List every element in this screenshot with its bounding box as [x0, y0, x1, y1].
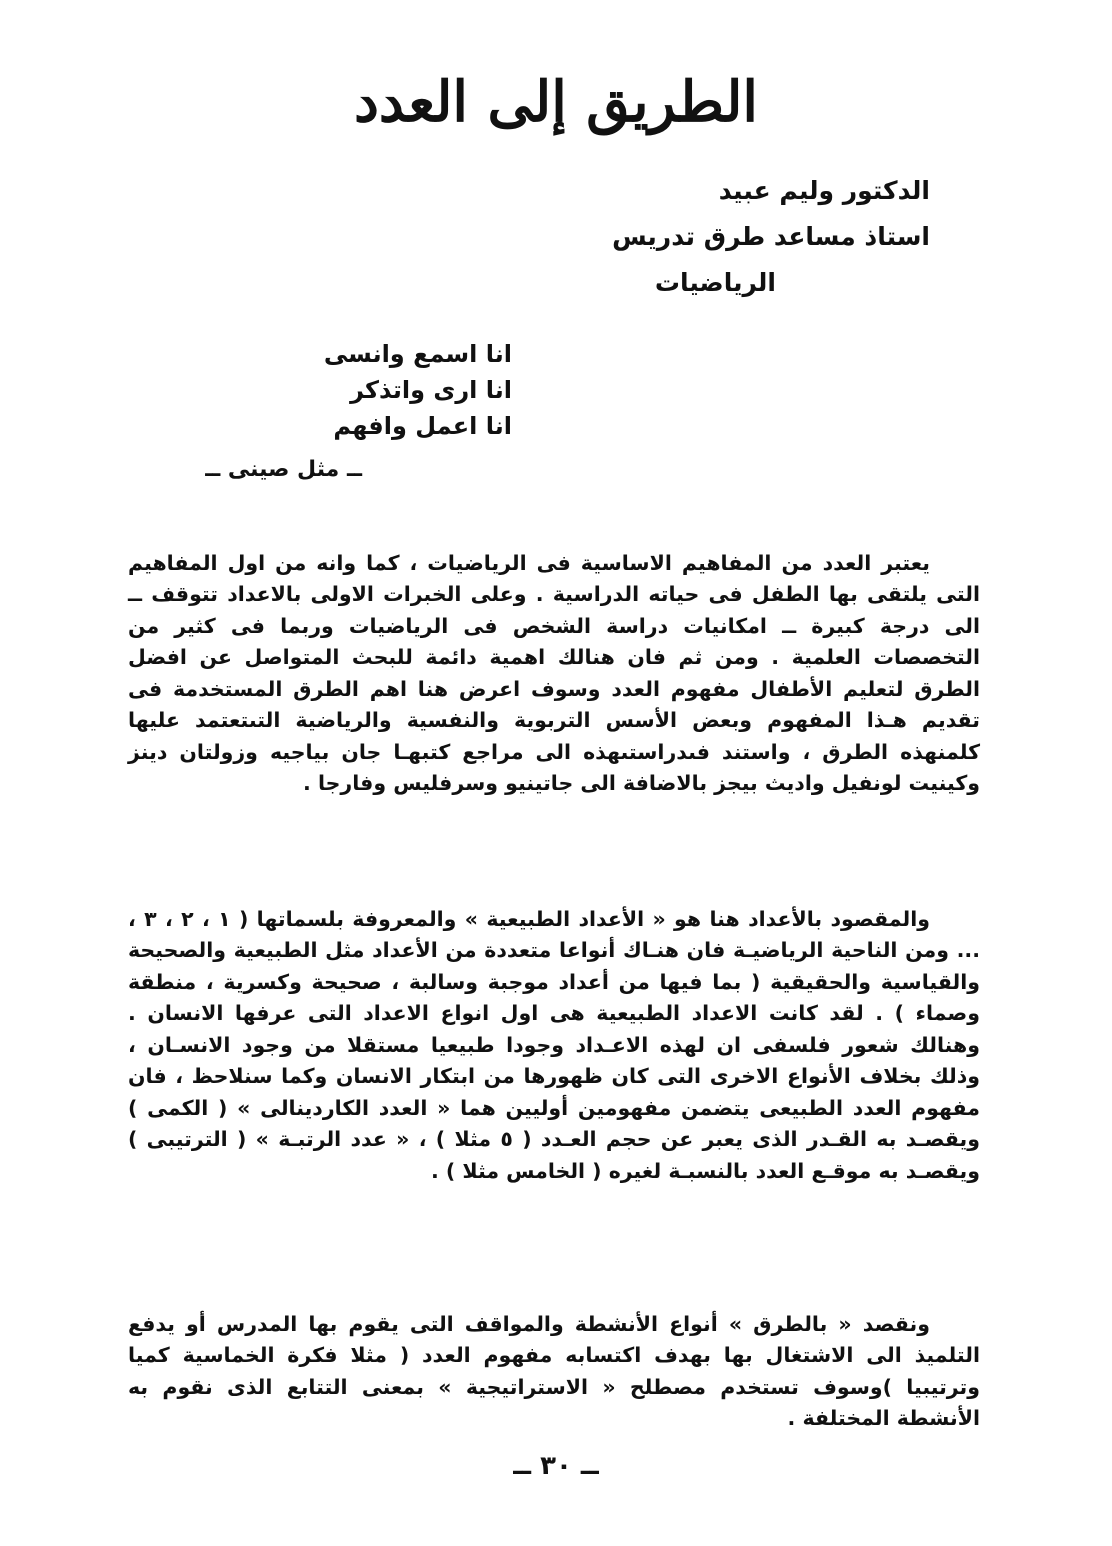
epigraph-line: انا اعمل وافهم	[333, 412, 512, 440]
author-name: الدكتور وليم عبيد	[718, 176, 930, 205]
article-title: الطريق إلى العدد	[353, 69, 758, 135]
epigraph-attribution: ــ مثل صينى ــ	[205, 457, 362, 482]
author-role-line-2: الرياضيات	[654, 268, 776, 297]
body-paragraph: ونقصد « بالطرق » أنواع الأنشطة والمواقف التى يقوم بها المدرس أو يدفع التلميذ الى الاشتغال بها بهدف اكتسابه مفهوم العدد ( مثلا فكرة الخماسية كميا وترتيبيا )وسوف تستخدم مصطلح « الاستراتيجية » بمعنى التتابع الذى نقوم به الأنشطة المختلفة .	[128, 1311, 980, 1430]
body-paragraph: والمقصود بالأعداد هنا هو « الأعداد الطبيعية » والمعروفة بلسماتها ( ١ ، ٢ ، ٣ ، ... ومن الناحية الرياضيـة فان هنـاك أنواعا متعددة من الأعداد مثل الطبيعية والصحيحة والقياسية والحقيقية ( بما فيها من أعداد موجبة وسالبة ، صحيحة وكسرية ، منطقة وصماء ) . لقد كانت الاعداد الطبيعية هى اول انواع الاعداد التى عرفها الانسان . وهنالك شعور فلسفى ان لهذه الاعـداد وجودا طبيعيا مستقلا من وجود الانسـان ، وذلك بخلاف الأنواع الاخرى التى كان ظهورها من ابتكار الانسان وكما سنلاحظ ، فان مفهوم العدد الطبيعى يتضمن مفهومين أوليين هما « العدد الكاردينالى » ( الكمى ) ويقصـد به القـدر الذى يعبر عن حجم العـدد ( ٥ مثلا ) ، « عدد الرتبـة » ( الترتيبى ) ويقصـد به موقـع العدد بالنسبـة لغيره ( الخامس مثلا ) .	[128, 906, 980, 1183]
page-number: ــ ٣٠ ــ	[513, 1451, 599, 1481]
epigraph-line: انا ارى واتذكر	[350, 376, 512, 404]
body-paragraph: يعتبر العدد من المفاهيم الاساسية فى الرياضيات ، كما وانه من اول المفاهيم التى يلتقى بها الطفل فى حياته الدراسية . وعلى الخبرات الاولى بالاعداد تتوقف ــ الى درجة كبيرة ــ امكانيات دراسة الشخص فى الرياضيات وربما فى كثير من التخصصات العلمية . ومن ثم فان هنالك اهمية دائمة للبحث المتواصل عن افضل الطرق لتعليم الأطفال مفهوم العدد وسوف اعرض هنا اهم الطرق المستخدمة فى تقديم هـذا المفهوم وبعض الأسس التربوية والنفسية والرياضية التىتعتمد عليها كلمنهذه الطرق ، واستند فىدراستىهذه الى مراجع كتبهـا جان بياجيه وزولتان دينز وكينيت لونفيل واديث بيجز بالاضافة الى جاتينيو وسرفليس وفارجا .	[128, 550, 980, 795]
epigraph	[112, 336, 512, 444]
epigraph-line: انا اسمع وانسى	[323, 340, 512, 368]
author-role-line-1: استاذ مساعد طرق تدريس	[612, 222, 930, 251]
